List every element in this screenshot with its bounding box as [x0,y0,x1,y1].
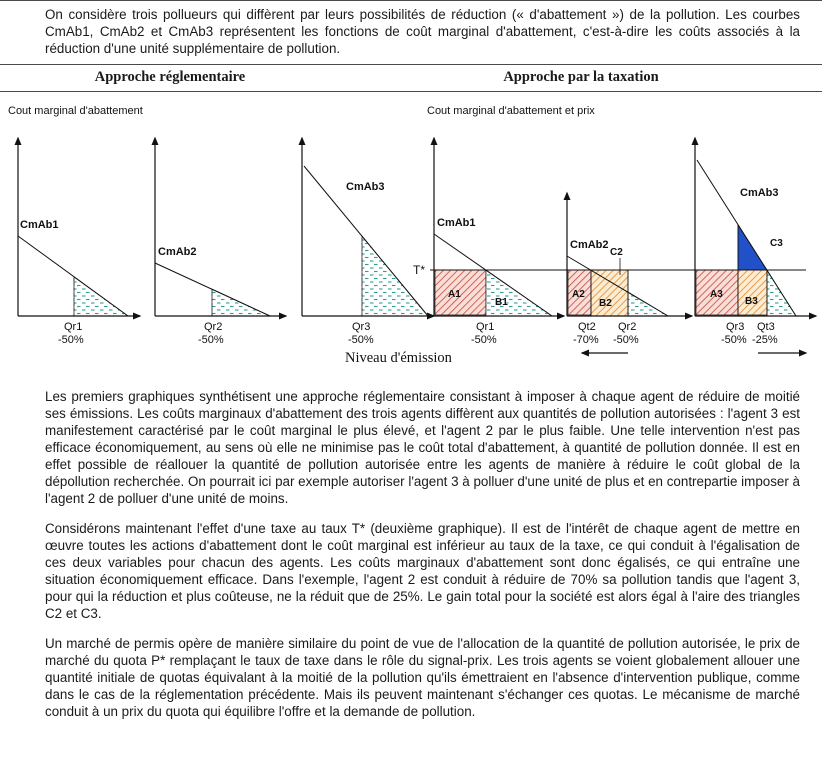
area-b3 [738,270,767,315]
cmab1-label: CmAb1 [20,219,59,231]
left-axis-title: Cout marginal d'abattement [8,105,143,117]
qr2-pct: -50% [198,334,224,346]
tax-graph-agent3 [695,138,816,353]
cmab1-tax-label: CmAb1 [437,217,476,229]
qr1-pct: -50% [58,334,84,346]
qr2-tax-tick: Qr2 [618,321,637,333]
qt2-tick: Qt2 [578,321,596,333]
b1-label: B1 [495,297,508,308]
header-taxation-approach: Approche par la taxation [503,69,659,85]
qr1-tick: Qr1 [64,321,83,333]
tax-rate-label: T* [413,263,425,277]
section-headers [0,65,822,92]
cmab2-label: CmAb2 [158,246,197,258]
qr2-tick: Qr2 [204,321,223,333]
c2-label: C2 [610,247,623,258]
b2-label: B2 [599,298,612,309]
reg-graph-agent3 [302,138,434,346]
paragraph-taxation: Considérons maintenant l'effet d'une taxe au taux T* (deuxième graphique). Il est de l'intérêt de chaque agent de mettre en œuvre toutes les actions d'abattement dont le coût marginal est inférieur au taux de la taxe, ce qui conduit à l'égalisation de ces deux variables pour chacun des agents. Les coûts marginaux d'abattement sont donc égalisés, ce qui entraîne une situation économiquement efficace. Dans l'exemple, l'agent 2 est conduit à réduire de 70% sa pollution tandis que l'agent 3, pour qui la réduction et plus coûteuse, ne la réduit que de 25%. Le gain total pour la société est alors égal à l'aire des triangles C2 et C3. [45,521,800,621]
qr1-tax-pct: -50% [471,334,497,346]
qr3-tax-tick: Qr3 [726,321,745,333]
a1-label: A1 [448,289,461,300]
c3-label: C3 [770,238,783,249]
abatement-cost-diagrams [0,98,822,370]
qr3-tick: Qr3 [352,321,371,333]
qt2-pct: -70% [573,334,599,346]
right-axis-title: Cout marginal d'abattement et prix [427,105,595,117]
paragraph-regulatory: Les premiers graphiques synthétisent une approche réglementaire consistant à imposer à chaque agent de réduire de moitié ses émissions. Les coûts marginaux d'abattement des trois agents diffèrent aux quantités de pollution autorisées : l'agent 3 est manifestement caractérisé par le coût marginal le plus élevé, et l'agent 2 par le plus faible. Une telle intervention n'est pas efficace économiquement, au sens où elle ne minimise pas le coût total d'abattement, à quantité de pollution donnée. Il est en effet possible de réallouer la quantité de pollution autorisée entre les agents de manière à réduire le coût global de la dépollution recherchée. On pourrait ici par exemple autoriser l'agent 3 à polluer d'une unité de plus et en contrepartie imposer à l'agent 2 de polluer d'une unité de moins. [45,389,800,506]
a2-label: A2 [572,289,585,300]
figure [0,98,822,375]
cmab2-tax-label: CmAb2 [570,239,609,251]
paragraph-permit-market: Un marché de permis opère de manière similaire du point de vue de l'allocation de la quantité de pollution autorisée, le prix de marché du quota P* remplaçant le taux de taxe dans le rôle du signal-prix. Les trois agents se voient globalement allouer une quantité initiale de quotas équivalant à la moitié de la pollution qu'ils émettraient en l'absence d'intervention publique, comme dans le cas de la réglementation précédente. Mais ils peuvent maintenant s'échanger ces quotas. Le mécanisme de marché conduit à un prix du quota qui équilibre l'offre et la demande de pollution. [45,636,800,719]
qt3-tick: Qt3 [757,321,775,333]
area-b2-c2 [591,270,628,316]
qr1-tax-tick: Qr1 [476,321,495,333]
reg-graph-agent1 [18,138,140,346]
qr2-tax-pct: -50% [613,334,639,346]
reg-graph-agent2 [155,138,286,346]
qr3-pct: -50% [348,334,374,346]
tax-graph-agent1 [434,138,564,346]
intro-box [0,0,822,65]
cmab3-label: CmAb3 [346,181,385,193]
header-regulatory-approach: Approche réglementaire [94,69,246,85]
qt3-pct: -25% [752,334,778,346]
b3-label: B3 [745,296,758,307]
emission-axis-caption: Niveau d'émission [345,350,452,366]
tax-graph-agent2 [567,193,692,353]
qr3-tax-pct: -50% [721,334,747,346]
cmab1-curve [18,236,128,316]
intro-paragraph: On considère trois pollueurs qui diffèrent par leurs possibilités de réduction (« d'abattement ») de la pollution. Les courbes CmAb1, CmAb2 et CmAb3 représentent les fonctions de coût marginal d'abattement, c'est-à-dire les coûts associés à la réduction d'une unité supplémentaire de pollution. [45,7,800,56]
cmab3-tax-label: CmAb3 [740,187,779,199]
a3-label: A3 [710,289,723,300]
